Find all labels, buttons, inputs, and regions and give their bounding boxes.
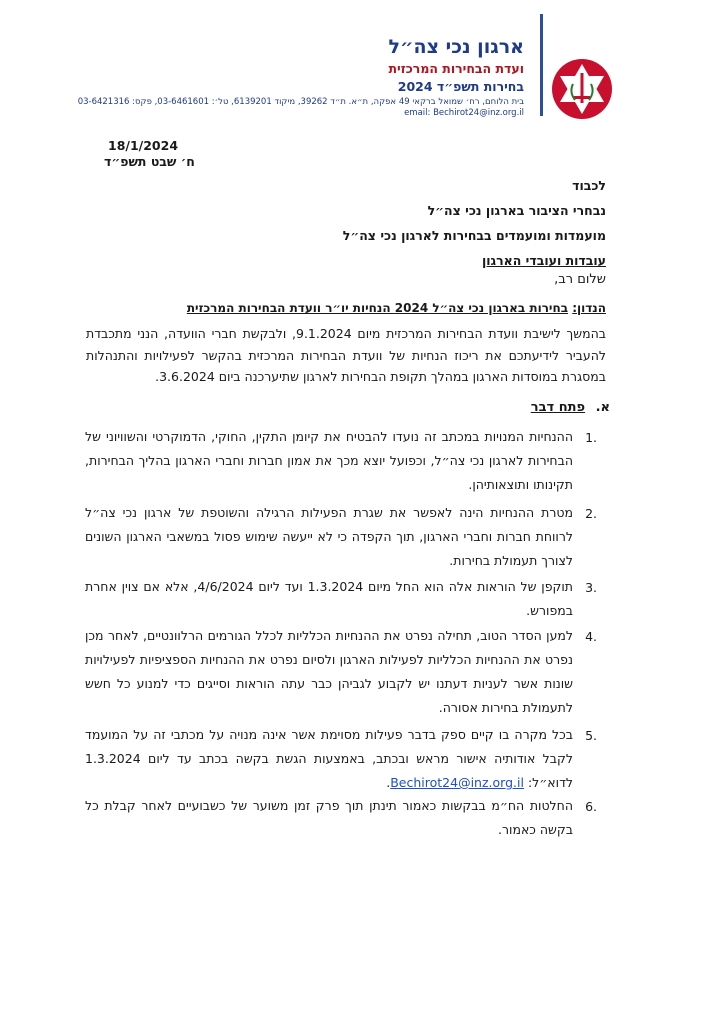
list-item: ההנחיות המנויות במכתב זה נועדו להבטיח את קיומן התקין, החוקי, הדמוקרטי והשוויוני של הבחירות לארגון נכי צה״ל, וכפועל יוצא מכך את אמון חברות וחברי הארגון בהליך הבחירות, תקינותו ותוצאותיהן. [85,429,573,492]
item-5-suffix: . [386,775,391,790]
committee-name: ועדת הבחירות המרכזית [388,61,524,76]
list-item: תוקפן של הוראות אלה הוא החל מיום 1.3.2024 ועד ליום 4/6/2024, אלא אם צוין אחרת במפורש. [85,579,573,618]
intro-paragraph: בהמשך לישיבת וועדת הבחירות המרכזית מיום 9.1.2024, ולבקשת חברי הוועדה, הנני מתכבדת להעביר לידיעתכם את ריכוז הנחיות של וועדת הבחירות המרכזית בהקשר לפעילויות והתנהלות במסגרת במוסדות הארגון במהלך תקופת הבחירות לארגון שתיערכנה ביום 3.6.2024. [86,326,606,384]
list-item [85,723,573,795]
item-number: 4. [585,629,597,644]
org-address: בית הלוחם, רח׳ שמואל ברקאי 49 אפקה, ת״א. ת״ד 39262, מיקוד 6139201, טל׳: 03-6461601, פקס: 03-6421316 [77,97,524,107]
subject-text: בחירות בארגון נכי צה״ל 2024 הנחיות יו״ר וועדת הבחירות המרכזית [186,301,569,315]
date-hebrew: ח׳ שבט תשפ״ד [104,154,195,169]
star-of-david-sword-emblem-icon [551,58,613,120]
addressee-line-1: נבחרי הציבור בארגון נכי צה״ל [427,203,606,218]
section-title: פתח דבר [530,400,586,415]
item-number: 3. [585,580,597,595]
subject-label: הנדון: [572,301,606,315]
section-heading [310,400,610,415]
subject-line [106,301,606,315]
item-5-text: בכל מקרה בו קיים ספק בדבר פעילות מסוימת אשר אינה מנויה על מכתבי זה על המועמד לקבל אודותיה אישור מראש ובכתב, באמצעות הגשת בקשה בכתב עד ליום 1.3.2024 לדוא״ל: [85,727,573,790]
letterhead-divider [540,14,543,116]
list-item: מטרת ההנחיות הינה לאפשר את שגרת הפעילות הרגילה והשוטפת של ארגון נכי צה״ל לרווחת חברות וחברי הארגון, תוך הקפדה כי לא ייעשה שימוש פסול במשאבי הארגון השונים לצורך תעמולת בחירות. [85,505,573,568]
addressee-line-2: מועמדות ומועמדים בבחירות לארגון נכי צה״ל [342,228,606,243]
item-number: 1. [585,430,597,445]
item-number: 2. [585,506,597,521]
org-email[interactable]: email: Bechirot24@inz.org.il [404,108,524,118]
addressee-to: לכבוד [572,178,606,193]
date-gregorian: 18/1/2024 [108,138,179,153]
item-number: 5. [585,728,597,743]
item-number: 6. [585,799,597,814]
section-letter: א. [595,400,610,415]
list-item: החלטות הח״מ בבקשות כאמור תינתן תוך פרק זמן משוער של כשבועיים לאחר קבלת כל בקשה כאמור. [85,798,573,837]
addressee-line-3: עובדות ועובדי הארגון [481,253,606,268]
email-link[interactable]: Bechirot24@inz.org.il [390,775,524,790]
greeting: שלום רב, [554,272,606,287]
elections-title: בחירות תשפ״ד 2024 [397,79,524,94]
org-name: ארגון נכי צה״ל [388,36,524,58]
list-item: למען הסדר הטוב, תחילה נפרט את ההנחיות הכלליות לכלל הגורמים הרלוונטיים, לאחר מכן נפרט את ההנחיות הכלליות לפעילות הארגון ולסיום נפרט את ההנחיות הספציפיות לפעילויות שונות אשר לעניות דעתנו יש לקבוע לגביהן כבר עתה הוראות וסייגים כדי למנוע כל חשש לתעמולת בחירות אסורה. [85,628,573,715]
